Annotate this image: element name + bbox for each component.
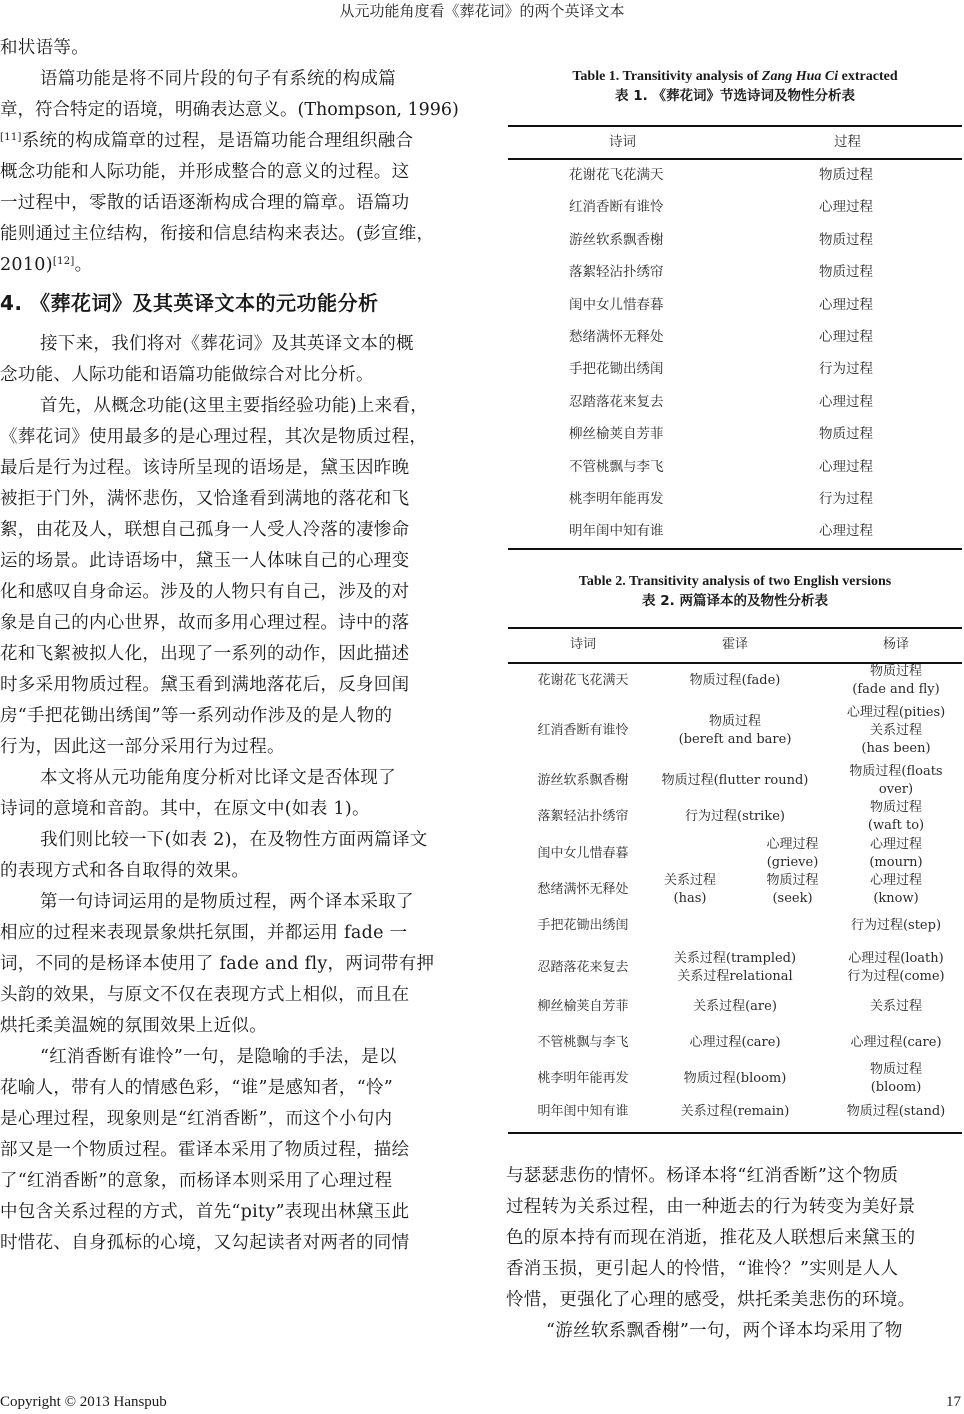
paragraph-line: “游丝软系飘香榭”一句，两个译本均采用了物 <box>546 1321 903 1341</box>
paragraph-line: 化和感叹自身命运。涉及的人物只有自己，涉及的对 <box>0 582 410 602</box>
table1-cell-process: 心理过程 <box>819 394 873 410</box>
paragraph-line: “红消香断有谁怜”一句，是隐喻的手法，是以 <box>40 1047 397 1067</box>
table2-cell-hawkes-merged: 关系过程 (has) <box>663 873 716 906</box>
table2-cell-poem: 忍踏落花来复去 <box>537 960 629 975</box>
paragraph-line: 时多采用物质过程。黛玉看到满地落花后，反身回闺 <box>0 675 410 695</box>
table1-caption: Table 1. Transitivity analysis of Zang Hua Ci extracted 表 1. 《葬花词》节选诗词及物性分析表 <box>572 69 898 104</box>
table2-cell-hawkes: 关系过程(are) <box>693 999 777 1014</box>
table1-cell-process: 行为过程 <box>819 491 873 507</box>
table2-header-yang: 杨译 <box>882 637 909 652</box>
paragraph-line: 头韵的效果，与原文不仅在表现方式上相似，而且在 <box>0 985 410 1005</box>
table1-cell-poem: 忍踏落花来复去 <box>569 394 664 410</box>
right-column-text <box>506 1161 964 1347</box>
paragraph-line: 色的原本持有而现在消逝，推花及人联想后来黛玉的 <box>506 1228 916 1248</box>
paragraph-line: 的表现方式和各自取得的效果。 <box>0 861 250 881</box>
table2-cell-yang: 物质过程 (bloom) <box>869 1062 922 1095</box>
paragraph-line: 一过程中，零散的话语逐渐构成合理的篇章。语篇功 <box>0 193 410 213</box>
paragraph-line: 最后是行为过程。该诗所呈现的语场是，黛玉因昨晚 <box>0 458 410 478</box>
page-number: 17 <box>946 1394 961 1410</box>
table1-cell-poem: 桃李明年能再发 <box>569 491 664 507</box>
table2-cell-hawkes: 心理过程(care) <box>689 1035 781 1050</box>
footer-copyright: Copyright © 2013 Hanspub <box>0 1394 167 1410</box>
table2-cell-hawkes-sub: 物质过程 (seek) <box>766 873 819 906</box>
table1-cell-poem: 愁绪满怀无释处 <box>569 329 664 345</box>
table2-header-poem: 诗词 <box>569 637 596 652</box>
paragraph-line: 本文将从元功能角度分析对比译文是否体现了 <box>40 768 396 788</box>
table1-cell-process: 心理过程 <box>819 459 873 475</box>
paragraph-line: 时惜花、自身孤标的心境，又勾起读者对两者的同情 <box>0 1233 410 1253</box>
paragraph-line: 运的场景。此诗语场中，黛玉一人体味自己的心理变 <box>0 551 410 571</box>
table2-cell-hawkes: 关系过程(remain) <box>680 1104 790 1119</box>
paragraph-line: 首先，从概念功能(这里主要指经验功能)上来看， <box>40 396 429 416</box>
paragraph-line: 香消玉损，更引起人的怜惜，“谁怜？”实则是人人 <box>506 1259 899 1279</box>
table1-cell-poem: 游丝软系飘香榭 <box>569 232 664 248</box>
table2-cell-yang: 心理过程 (know) <box>869 873 922 906</box>
table2-cell-yang: 物质过程(floats over) <box>849 764 943 797</box>
section-heading: 4. 《葬花词》及其英译文本的元功能分析 <box>0 291 379 315</box>
table1-header-poem: 诗词 <box>609 134 636 150</box>
table2-cell-hawkes: 物质过程 (bereft and bare) <box>678 714 792 747</box>
paragraph-line: [11]系统的构成篇章的过程，是语篇功能合理组织融合 <box>0 131 414 151</box>
table2-top-rule <box>508 627 962 629</box>
paragraph-line: 房“手把花锄出绣闺”等一系列动作涉及的是人物的 <box>0 706 393 726</box>
paragraph-line: 语篇功能是将不同片段的句子有系统的构成篇 <box>40 69 396 89</box>
table2-cell-yang: 心理过程(care) <box>850 1035 942 1050</box>
table1-header-rule <box>508 158 962 160</box>
table1-cell-process: 物质过程 <box>819 167 873 183</box>
table1-cell-poem: 花谢花飞花满天 <box>569 167 664 183</box>
table2-cell-yang: 心理过程(loath) 行为过程(come) <box>847 951 945 984</box>
table2-cell-hawkes: 关系过程(trampled) 关系过程relational <box>673 951 797 984</box>
table2-cell-hawkes: 物质过程(flutter round) <box>661 773 809 788</box>
paragraph-line: 絮，由花及人，联想自己孤身一人受人冷落的凄惨命 <box>0 520 410 540</box>
paragraph-line: 《葬花词》使用最多的是心理过程，其次是物质过程， <box>0 427 428 447</box>
table1-cell-process: 物质过程 <box>819 426 873 442</box>
table2-cell-yang: 物质过程 (fade and fly) <box>852 664 940 697</box>
table1-cell-poem: 落絮轻沾扑绣帘 <box>569 264 664 280</box>
paragraph-line: 我们则比较一下(如表 2)，在及物性方面两篇译文 <box>40 830 428 850</box>
left-column <box>0 33 460 1259</box>
table1-cell-process: 物质过程 <box>819 264 873 280</box>
table2-cell-hawkes: 物质过程(fade) <box>689 673 781 688</box>
paragraph-line: 中包含关系过程的方式，首先“pity”表现出林黛玉此 <box>0 1202 410 1222</box>
table1-cell-poem: 闺中女儿惜春暮 <box>569 297 664 313</box>
table1-header-process: 过程 <box>834 134 861 150</box>
paragraph-line: 章，符合特定的语境，明确表达意义。(Thompson, 1996) <box>0 100 459 120</box>
paragraph-line: 2010)[12]。 <box>0 255 93 275</box>
citation-ref[interactable]: [12] <box>52 256 75 267</box>
paragraph-line: 接下来，我们将对《葬花词》及其英译文本的概 <box>40 334 414 354</box>
table1-cell-poem: 红消香断有谁怜 <box>569 199 664 215</box>
paragraph-line: 了“红消香断”的意象，而杨译本则采用了心理过程 <box>0 1171 393 1191</box>
table2-cell-poem: 桃李明年能再发 <box>537 1071 629 1086</box>
table2-cell-hawkes: 行为过程(strike) <box>685 809 785 824</box>
table2-cell-poem: 游丝软系飘香榭 <box>537 773 629 788</box>
table2-cell-hawkes-sub: 心理过程 (grieve) <box>766 837 819 870</box>
paragraph-line: 行为，因此这一部分采用行为过程。 <box>0 737 285 757</box>
paragraph-line: 被拒于门外，满怀悲伤，又恰逢看到满地的落花和飞 <box>0 489 410 509</box>
table1-cell-process: 心理过程 <box>819 329 873 345</box>
table2-cell-yang: 物质过程 (waft to) <box>867 800 925 833</box>
running-head: 从元功能角度看《葬花词》的两个英译文本 <box>339 2 625 20</box>
paragraph-line: 词，不同的是杨译本使用了 fade and fly，两词带有押 <box>0 954 435 974</box>
table2-cell-poem: 不管桃飘与李飞 <box>537 1035 629 1050</box>
paragraph-line: 念功能、人际功能和语篇功能做综合对比分析。 <box>0 365 374 385</box>
table1-cell-process: 行为过程 <box>819 361 873 377</box>
table1-cell-process: 物质过程 <box>819 232 873 248</box>
table1-cell-process: 心理过程 <box>819 297 873 313</box>
table2-cell-yang: 物质过程(stand) <box>846 1104 946 1119</box>
table2-cell-poem: 落絮轻沾扑绣帘 <box>537 809 629 824</box>
table2-bottom-rule <box>508 1132 962 1134</box>
table1-cell-poem: 明年闺中知有谁 <box>569 523 664 539</box>
table2-cell-poem: 红消香断有谁怜 <box>537 723 629 738</box>
paragraph-line: 概念功能和人际功能，并形成整合的意义的过程。这 <box>0 162 410 182</box>
paragraph-line: 是心理过程，现象则是“红消香断”，而这个小句内 <box>0 1109 393 1129</box>
paragraph-line: 与瑟瑟悲伤的情怀。杨译本将“红消香断”这个物质 <box>506 1166 899 1186</box>
paragraph-line: 诗词的意境和音韵。其中，在原文中(如表 1)。 <box>0 799 370 819</box>
table2-cell-poem: 柳丝榆荚自芳菲 <box>537 999 629 1014</box>
table2-cell-poem: 闺中女儿惜春暮 <box>537 846 629 861</box>
table2-caption: Table 2. Transitivity analysis of two English versions 表 2. 两篇译本的及物性分析表 <box>578 574 892 609</box>
table1-bottom-rule <box>508 548 962 550</box>
paragraph-line: 花喻人，带有人的情感色彩，“谁”是感知者，“怜” <box>0 1078 393 1098</box>
paragraph-line: 部又是一个物质过程。霍译本采用了物质过程，描绘 <box>0 1140 410 1160</box>
table1-cell-poem: 柳丝榆荚自芳菲 <box>569 426 664 442</box>
paragraph-line: 能则通过主位结构，衔接和信息结构来表达。(彭宣维， <box>0 224 435 244</box>
table2-cell-yang: 关系过程 <box>869 999 922 1014</box>
table2-cell-hawkes: 物质过程(bloom) <box>683 1071 787 1086</box>
paragraph-line: 相应的过程来表现景象烘托氛围，并都运用 fade 一 <box>0 923 408 943</box>
table1-cell-process: 心理过程 <box>819 523 873 539</box>
paragraph-line: 花和飞絮被拟人化，出现了一系列的动作，因此描述 <box>0 644 410 664</box>
table2-cell-yang: 心理过程 (mourn) <box>869 837 923 870</box>
paragraph-line: 和状语等。 <box>0 38 89 58</box>
table1-cell-poem: 不管桃飘与李飞 <box>569 459 664 475</box>
paragraph-line: 过程转为关系过程，由一种逝去的行为转变为美好景 <box>506 1197 916 1217</box>
paragraph-line: 烘托柔美温婉的氛围效果上近似。 <box>0 1016 267 1036</box>
paragraph-line: 怜惜，更强化了心理的感受，烘托柔美悲伤的环境。 <box>506 1290 916 1310</box>
table2-cell-yang: 行为过程(step) <box>850 918 942 933</box>
table1-cell-poem: 手把花锄出绣闺 <box>569 361 664 377</box>
table2-cell-poem: 手把花锄出绣闺 <box>537 918 629 933</box>
paragraph-line: 象是自己的内心世界，故而多用心理过程。诗中的落 <box>0 613 410 633</box>
table1-top-rule <box>508 125 962 127</box>
table2-cell-poem: 花谢花飞花满天 <box>537 673 629 688</box>
table2-cell-poem: 明年闺中知有谁 <box>537 1104 629 1119</box>
table2-cell-poem: 愁绪满怀无释处 <box>537 882 629 897</box>
table1-cell-process: 心理过程 <box>819 199 873 215</box>
paragraph-line: 第一句诗词运用的是物质过程，两个译本采取了 <box>40 892 414 912</box>
table2-cell-yang: 心理过程(pities) 关系过程 (has been) <box>846 705 946 756</box>
table2-header-hawkes: 霍译 <box>721 637 748 652</box>
citation-ref[interactable]: [11] <box>0 132 22 143</box>
